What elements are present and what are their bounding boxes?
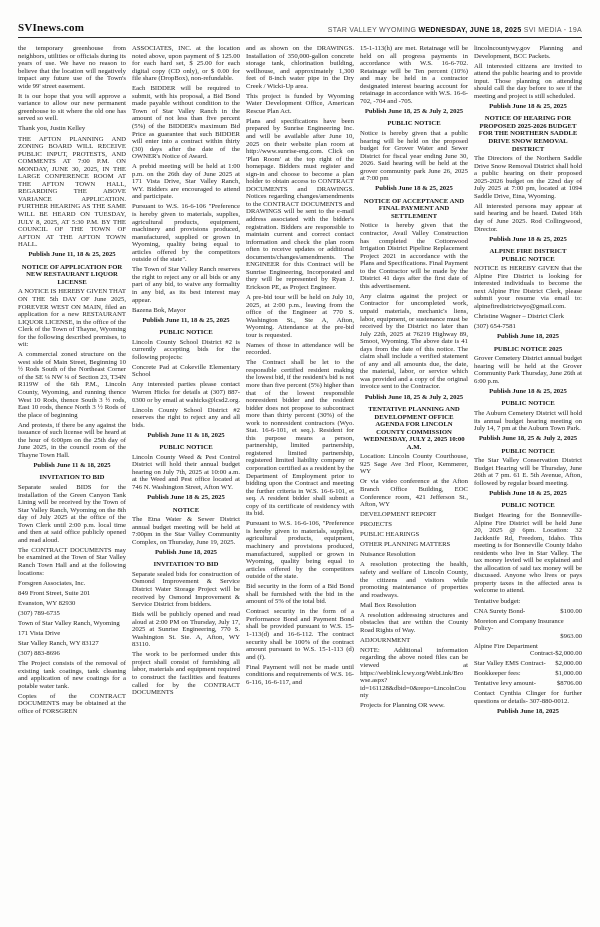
notice-paragraph: Location: Lincoln County Courthouse, 925 Sage Ave 3rd Floor, Kemmerer, WY — [360, 453, 468, 476]
budget-amount: $8706.00 — [556, 680, 582, 688]
notice-paragraph: Names of those in attendance will be recorded. — [246, 341, 354, 357]
notice-paragraph: Final Payment will not be made until conditions and requirements of W.S. 16-6-116, 16-6-117, and — [246, 663, 354, 686]
notice-paragraph: Contract security in the form of a Performance Bond and Payment Bond shall be provided pursuant to W.S. 15-1-113(d) and 16-6-112. The contract security shall be 100% of the contract amount pursuant to W.S. 15-1-113 (d) and (f). — [246, 608, 354, 661]
budget-label: Alpine Fire Department — [474, 642, 538, 650]
notice-paragraph: Budget Hearing for the Bonneville-Alpine Fire District will be held June 20, 2025 @ 6pm. Location: 32 Jackknife Rd, Freedom, Idaho. This meeting is for Bonneville County Idaho residents who live in Star Valley. The tax money levied will be explained and the allocation of said tax money will be discussed. Anyone who lives or pays property taxes in the affected area is welcome to attend. — [474, 511, 582, 595]
notice-line: 849 Front Street, Suite 201 — [18, 589, 91, 597]
notice-paragraph: 15-1-113(h) are met. Retainage will be held on all progress payments in accordance with W.S. 16-6-702. Retainage will be Ten percent (10%) and may be held in a contractor designated interest bearing account for retainage in accordance with W.S. 16-6-702, -704 and -705. — [360, 45, 468, 105]
budget-amount: Contract-$2,000.00 — [529, 650, 582, 658]
notice-heading: PUBLIC NOTICE — [159, 329, 213, 337]
publish-line: Publish June 18 & 25, 2025 — [489, 387, 567, 395]
notice-line: Nuisance Resolution — [360, 551, 416, 559]
notice-paragraph: Separate sealed bids for construction of Osmond Improvement & Service District Water Storage Project will be received by Osmond Improvement & Service District from bidders. — [132, 570, 240, 609]
news-column — [18, 45, 126, 909]
publish-line: Publish June 18, 25 & July 2, 2025 — [364, 393, 464, 401]
notice-heading: NOTICE OF APPLICATION FOR NEW RESTAURANT LIQUOR LICENSE — [21, 263, 123, 286]
budget-line — [474, 680, 582, 688]
publish-line: Publish June 11 & 18, 2025 — [147, 431, 225, 439]
notice-paragraph: It is our hope that you will approve a variance to allow our new permanent greenhouse to sit where the old one has served so well. — [18, 92, 126, 123]
news-column — [474, 45, 582, 909]
publish-line: Publish June 18 & 25, 2025 — [375, 185, 453, 193]
notice-paragraph: All interested citizens are invited to attend the public hearing and to provide input. Those planning on attending should call the day before to see if the meeting and project is still scheduled. — [474, 62, 582, 100]
notice-heading: PUBLIC NOTICE — [501, 447, 555, 455]
publish-line: Publish June 11, 18 & 25, 2025 — [28, 251, 116, 259]
notice-paragraph: A prebid meeting will be held at 1:00 p.m. on the 26th day of June 2025 at 171 Vista Drive, Star Valley Ranch, WY. Bidders are encouraged to attend and participate. — [132, 163, 240, 201]
masthead-edition: SVI MEDIA - 19A — [521, 27, 582, 34]
notice-paragraph: The Directors of the Northern Saddle Drive Snow Removal District shall hold a public hearing on their proposed 2025-2026 budget on the 22nd day of July 2025 at 7:00 pm, located at 1094 Saddle Drive, Etna, Wyoming. — [474, 155, 582, 200]
notice-paragraph: Copies of the CONTRACT DOCUMENTS may be obtained at the office of FORSGREN — [18, 692, 126, 715]
publish-line: Publish June 18 & 25, 2025 — [147, 494, 225, 502]
budget-label: Star Valley EMS Contract- — [474, 660, 546, 668]
notice-paragraph: Any interested parties please contact Warren Hicks for details at (307) 887-0300 or by email at wahicks@lcsd2.org. — [132, 381, 240, 404]
notice-paragraph: The Town of Star Valley Ranch reserves the right to reject any or all bids or any part of any bid, to waive any formality in any bid, as its best interest may appear. — [132, 266, 240, 304]
budget-amount: $2,000.00 — [555, 660, 582, 668]
budget-label: Moreton and Company Insurance Policy- — [474, 617, 564, 633]
notice-line: Forsgren Associates, Inc. — [18, 579, 86, 587]
budget-amount: $963.00 — [560, 632, 582, 640]
notice-paragraph: NOTICE IS HEREBY GIVEN that the Alpine Fire District is looking for interested individuals to become the next Alpine Fire District Clerk, please submit your resume via email to: alpinefiredistrictwyo@gmail.com. — [474, 265, 582, 310]
notice-paragraph: Thank you, Justin Kelley — [18, 125, 86, 133]
publish-line: Publish June 18, 25 & July 2, 2025 — [364, 107, 464, 115]
notice-paragraph: Pursuant to W.S. 16-6-106, "Preference is hereby given to materials, supplies, agricultural products, equipment, machinery and provisions produced, manufactured, supplied or grown in Wyoming, quality being equal to articles offered by the competitors outside of the state. — [246, 520, 354, 581]
notice-paragraph: Notice is hereby given that the contractor, Avail Valley Construction has completed the Cottonwood Irrigation District Pipeline Replacement Project 2021 in accordance with the Plans and Specifications. Final Payment to the Contractor will be made by the District 41 days after the first date of this advertisement. — [360, 222, 468, 290]
notice-paragraph: A resolution addressing structures and obstacles that are within the County Road Rights of Way. — [360, 611, 468, 634]
notice-line: Christine Wagner – District Clerk — [474, 313, 564, 320]
notice-paragraph: The Project consists of the removal of existing tank coatings, tank cleaning and application of new coatings for a potable water tank. — [18, 659, 126, 690]
masthead-region: STAR VALLEY WYOMING — [327, 27, 419, 34]
notice-heading: TENTATIVE PLANNING AND DEVELOPMENT OFFICE AGENDA FOR LINCOLN COUNTY COMMISSION WEDNESDAY, JULY 2, 2025 10:00 A.M. — [363, 406, 465, 451]
notice-paragraph: A pre-bid tour will be held on July 10, 2025, at 2:00 p.m., leaving from the office of the Engineer at 770 S. Washington St., Ste A, Afton, Wyoming. Attendance at the pre-bid tour is requested. — [246, 294, 354, 339]
notice-paragraph: Lincoln County School District #2 is currently accepting bids for the following projects: — [132, 338, 240, 361]
notice-heading: PUBLIC NOTICE 2025 — [493, 345, 563, 353]
notice-heading: PUBLIC NOTICE — [501, 400, 555, 408]
notice-heading: INVITATION TO BID — [153, 561, 219, 569]
budget-amount: $100.00 — [560, 607, 582, 615]
notice-paragraph: A NOTICE IS HEREBY GIVEN THAT ON THE 5th DAY OF June 2025, FOREVER WEST ON MAIN, filed an application for a new RESTAURANT LIQUOR LICENSE, in the office of the Clerk of the Town of Thayne, Wyoming for the following described premises, to wit: — [18, 288, 126, 349]
notice-line: ADJOURNMENT — [360, 636, 411, 644]
notice-paragraph: Contact Cynthia Clinger for further questions or details- 307-880-0012. — [474, 690, 582, 706]
notice-line: (307) 654-7581 — [474, 323, 516, 331]
publish-line: Publish June 18, 25 & July 2, 2025 — [478, 435, 578, 443]
notice-heading: PUBLIC NOTICE — [159, 444, 213, 452]
budget-line — [474, 618, 582, 641]
notice-line: (307) 883-8696 — [18, 649, 60, 657]
notice-paragraph: Plans and specifications have been prepared by Sunrise Engineering Inc. and will be available after June 10, 2025 on their website plan room at http://www.sunrise-eng.com. Click on 'Plan Room' at the top right of the homepage. Bidders must register and sign-in and choose to become a plan holder to obtain access to CONTRACT DOCUMENTS and DRAWINGS. Notices regarding changes/amendments to the CONTRACT DOCUMENTS and DRAWINGS will be sent to the e-mail address associated with the bidder's registration. Bidders are responsible to maintain current and correct contact information and check the plan room often to receive updates or additional documents/changes/amendments. The ENGINEER for this Contract will be Sunrise Engineering, Incorporated and they will be represented by Ryan J. Erickson PE, as Project Engineer. — [246, 117, 354, 291]
notice-line: Town of Star Valley Ranch, Wyoming — [18, 619, 120, 627]
notice-paragraph: the temporary greenhouse from neighbors, utilities or officials during its years of use. We have no reason to believe that the location will negatively impact any future use of the Town's wide 99' street easement. — [18, 45, 126, 90]
notice-line: 171 Vista Drive — [18, 629, 61, 637]
notice-line: PUBLIC HEARINGS — [360, 531, 420, 539]
notice-paragraph: Concrete Pad at Cokeville Elementary School — [132, 363, 240, 379]
notice-paragraph: All interested persons may appear at said hearing and be heard. Dated 16th day of June 2025. Rod Collingwood, Director. — [474, 202, 582, 233]
notice-paragraph: The Contract shall be let to the responsible certified resident making the lowest bid, if the resident's bid is not more than five percent (5%) higher than that of the lowest responsible nonresident bidder and the resident bidder does not propose to subcontract more than thirty percent (30%) of the work to nonresident contractors (Wyo. Stat. 16-6-101, et seq.). Resident for this purpose means a person, partnership, limited partnership, registered limited partnership, registered limited liability company or corporation certified as a resident by the Department of Employment prior to bidding upon the Contract and meeting the further criteria in W.S. 16-6-101, et seq. A resident bidder shall submit a copy of its certificate of residency with its bid. — [246, 359, 354, 518]
news-column — [246, 45, 354, 909]
publish-line: Publish June 11 & 18, 2025 — [33, 461, 111, 469]
publish-line: Publish June 11, 18 & 25, 2025 — [142, 316, 230, 324]
budget-label: Tentative levy amount- — [474, 680, 536, 688]
notice-line: PROJECTS — [360, 521, 392, 529]
news-column — [132, 45, 240, 909]
notice-paragraph: The CONTRACT DOCUMENTS may be examined at the Town of Star Valley Ranch Town Hall and at the following locations: — [18, 546, 126, 577]
notice-paragraph: Pursuant to W.S. 16-6-106 "Preference is hereby given to materials, supplies, agricultural products, equipment, machinery and provisions produced, manufactured, supplied or grown in Wyoming, quality being equal to articles offered by the competitors outside of the state". — [132, 203, 240, 264]
notice-paragraph: Bids will be publicly opened and read aloud at 2:00 PM on Thursday, July 17, 2025 at Sunrise Engineering, 770 S. Washington St. Ste. A, Afton, WY 83110. — [132, 611, 240, 649]
notice-paragraph: Each BIDDER will be required to submit, with his proposal, a Bid Bond made payable without condition to the Town of Star Valley Ranch in the amount of not less than five percent (5%) of the BIDDER's maximum Bid Price as guarantee that such BIDDER will enter into a contract within thirty (30) days after the date of the OWNER's Notice of Award. — [132, 85, 240, 161]
notice-paragraph: Lincoln County Weed & Pest Control District will hold their annual budget hearing on July 7th, 2025 at 10:00 a.m. at the Weed and Pest office located at 746 N. Washington Street, Afton WY. — [132, 453, 240, 491]
budget-amount: $1,000.00 — [555, 670, 582, 678]
notice-paragraph: and as shown on the DRAWINGS. Installation of 350,000-gallon concrete storage tank, chlorination building, wellhouse, and approximately 1,300 feet of 8-inch water pipe in the Dry Creek / Wicki-Up area. — [246, 45, 354, 90]
news-column — [360, 45, 468, 909]
notice-paragraph: And protests, if there be any against the issuance of such license will be heard at the hour of 6:00pm on the 25th day of June 2025, in the council room of the Thayne Town Hall. — [18, 421, 126, 459]
masthead-date: WEDNESDAY, JUNE 18, 2025 — [418, 27, 522, 34]
notice-paragraph: The Auburn Cemetery District will hold its annual budget hearing meeting on July 14, 7 pm at the Auburn Town Park. — [474, 409, 582, 433]
notice-paragraph: A commercial zoned structure on the west side of Main Street, Beginning 10 ½ Rods South of the Northeast Corner of the SE ¼ NW ¼ of Section 23, T34N R119W of the 6th P.M., Lincoln County, Wyoming, and running thence West 10 Rods, thence South 3 ½ rods, East 10 rods, thence North 3 ½ Rods of the place of beginning — [18, 351, 126, 419]
notice-paragraph: Lincoln County School District #2 reserves the right to reject any and all bids. — [132, 406, 240, 429]
notice-line: Bazena Bok, Mayor — [132, 306, 186, 314]
notice-line: Mail Box Resolution — [360, 601, 417, 609]
notice-paragraph: NOTE: Additional information regarding the above noted files can be viewed at https://weblink.lcwy.org/WebLink/Browse.aspx?id=161128&dbid=0&repo=LincolnCounty — [360, 646, 468, 700]
legal-notices-body — [18, 45, 582, 909]
notice-paragraph: Grover Cemetery District annual budget hearing will be held at the Grover Community Park Thursday, June 26th at 6:00 p.m. — [474, 355, 582, 385]
masthead-dateline — [328, 27, 582, 34]
notice-heading: PUBLIC NOTICE — [501, 502, 555, 510]
notice-paragraph: THE AFTON PLANNING AND ZONING BOARD WILL RECEIVE PUBLIC INPUT, PROTESTS, AND COMMENTS AT 7:00 P.M. ON MONDAY, JUNE 30, 2025, IN THE LARGE CONFERENCE ROOM AT THE AFTON TOWN HALL, REGARDING THE ABOVE VARIANCE APPLICATION. FURTHER HEARING AS THE SAME WILL BE HEARD ON TUESDAY, JULY 8, 2025, AT 5:30 P.M. BY THE COUNCIL OF THE TOWN OF AFTON AT THE AFTON TOWN HALL. — [18, 135, 126, 249]
notice-heading: NOTICE — [172, 506, 200, 514]
notice-line: Evanston, WY 82930 — [18, 599, 76, 607]
publish-line: Publish June 18, 2025 — [496, 708, 560, 716]
publish-line: Publish June 18, 2025 — [154, 548, 218, 556]
publish-line: Publish June 18 & 25, 2025 — [489, 235, 567, 243]
notice-heading: PUBLIC NOTICE — [387, 120, 441, 128]
notice-line: Star Valley Ranch, WY 83127 — [18, 639, 99, 647]
notice-line: (307) 789-6735 — [18, 609, 60, 617]
notice-heading: NOTICE OF HEARING FOR PROPOSED 2025-2026 BUDGET FOR THE NORTHERN SADDLE DRIVE SNOW REMOVAL DISTRICT — [478, 115, 578, 153]
notice-paragraph: Notice is hereby given that a public hearing will be held on the proposed budget for Grover Water and Sewer District for fiscal year ending June 30, 2026. Said hearing will be held at the grover community park June 26, 2025 at 7:00 pm — [360, 129, 468, 183]
publish-line: Publish June 18 & 25, 2025 — [489, 489, 567, 497]
budget-line — [474, 660, 582, 668]
notice-paragraph: The Star Valley Conservation District Budget Hearing will be Thursday, June 26th at 7 pm. 61 E. 5th Avenue, Afton, followed by regular board meeting. — [474, 457, 582, 487]
notice-paragraph: ASSOCIATES, INC. at the location noted above, upon payment of $ 125.00 for each hard set, $ 25.00 for each digital copy (CD only), or $ 0.00 for file share (DropBox), non-refundable. — [132, 45, 240, 83]
notice-heading: INVITATION TO BID — [39, 474, 105, 482]
notice-paragraph: Any claims against the project or Contractor for uncompleted work, unpaid materials, mechanic's liens, labor, equipment, or sustenance must be received by the District no later than July 22th, 2025 at 76219 Highway 89, Smoot, Wyoming. The above date is 41 days from the date of this notice. The claim shall include a verified statement of any and all amounts due, the date, the material, labor, or service which was provided and a copy of the original invoice sent to the Contractor. — [360, 292, 468, 391]
notice-paragraph: A resolution protecting the health, safety and welfare of Lincoln County, the citizens and visitors while promoting maintenance of properties and roadways. — [360, 561, 468, 599]
notice-paragraph: Separate sealed BIDS for the installation of the Green Canyon Tank Lining will be received by the Town of Star Valley Ranch, Wyoming on the 8th day of July 2025 at the office of the Town Clerk until 2:00 p.m. local time and then at said office publicly opened and read aloud. — [18, 484, 126, 544]
notice-heading: ALPINE FIRE DISTRICT PUBLIC NOTICE — [489, 248, 567, 263]
notice-paragraph: The Etna Water & Sewer District annual budget meeting will be held at 7:00pm in the Star Valley Community Complex, on Thursday, June 19, 2025. — [132, 516, 240, 546]
budget-line — [474, 643, 582, 658]
notice-paragraph: This project is funded by Wyoming Water Development Office, American Rescue Plan Act. — [246, 92, 354, 115]
publish-line: Publish June 18, 2025 — [496, 333, 560, 341]
notice-paragraph: lincolncountywy.gov Planning and Development, BCC Packets. — [474, 45, 582, 60]
notice-paragraph: Projects for Planning OR www. — [360, 702, 445, 710]
notice-paragraph: The work to be performed under this project shall consist of furnishing all labor, materials and equipment required to construct the facilities and features called for by the CONTRACT DOCUMENTS — [132, 651, 240, 697]
notice-line: OTHER PLANNING MATTERS — [360, 541, 451, 549]
budget-line — [474, 608, 582, 616]
budget-line — [474, 670, 582, 678]
budget-label: Bookkeeper fees: — [474, 670, 521, 678]
publish-line: Publish June 18 & 25, 2025 — [489, 102, 567, 110]
notice-paragraph: Bid security in the form of a Bid Bond shall be furnished with the bid in the amount of 5% of the total bid. — [246, 583, 354, 606]
budget-label: CNA Surety Bond- — [474, 607, 526, 615]
notice-heading: NOTICE OF ACCEPTANCE AND FINAL PAYMENT AND SETTLEMENT — [363, 197, 465, 220]
notice-paragraph: Or via video conference at the Afton Branch Office Building, EOC Conference room, 421 Jefferson St., Afton, WY — [360, 478, 468, 509]
notice-line: DEVELOPMENT REPORT — [360, 511, 437, 519]
site-title: SVInews.com — [18, 22, 85, 34]
notice-line: Tentative budget: — [474, 597, 521, 605]
masthead — [18, 22, 582, 38]
